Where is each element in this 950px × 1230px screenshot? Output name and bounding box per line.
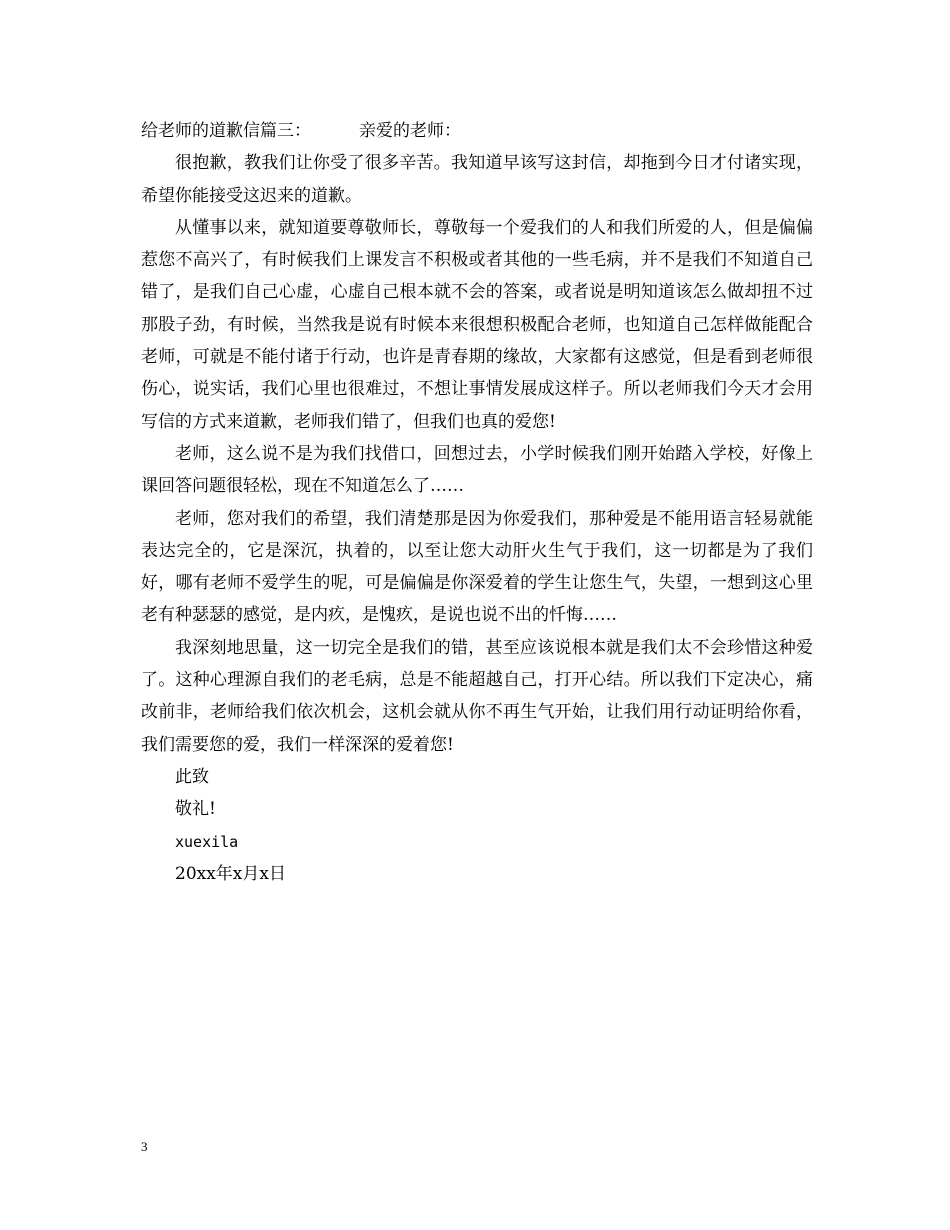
article-title: 给老师的道歉信篇三： bbox=[141, 121, 311, 141]
signature: xuexila bbox=[175, 832, 239, 851]
letter-heading bbox=[141, 115, 813, 147]
letter-body bbox=[141, 115, 813, 890]
page-number: 3 bbox=[141, 1139, 148, 1154]
closing-salute: 敬礼! bbox=[175, 799, 216, 820]
closing-phrase: 此致 bbox=[175, 766, 209, 787]
paragraph-4: 老师，您对我们的希望，我们清楚那是因为你爱我们，那种爱是不能用语言轻易就能表达完全的，它是深沉，执着的，以至让您大动肝火生气于我们，这一切都是为了我们好，哪有老师不爱学生的呢，可是偏偏是你深爱着的学生让您生气，失望，一想到这心里老有种瑟瑟的感觉，是内疚，是愧疚，是说也说不出的忏悔…… bbox=[141, 508, 813, 626]
letter-date: 20xx年x月x日 bbox=[175, 863, 286, 884]
paragraph-1: 很抱歉，教我们让你受了很多辛苦。我知道早该写这封信，却拖到今日才付诸实现，希望你能接受这迟来的道歉。 bbox=[141, 153, 813, 206]
paragraph-3: 老师，这么说不是为我们找借口，回想过去，小学时候我们刚开始踏入学校，好像上课回答问题很轻松，现在不知道怎么了…… bbox=[141, 443, 813, 497]
salutation: 亲爱的老师： bbox=[359, 121, 461, 141]
paragraph-5: 我深刻地思量，这一切完全是我们的错，甚至应该说根本就是我们太不会珍惜这种爱了。这种心理源自我们的老毛病，总是不能超越自己，打开心结。所以我们下定决心，痛改前非，老师给我们依次机会，这机会就从你不再生气开始，让我们用行动证明给你看，我们需要您的爱，我们一样深深的爱着您! bbox=[141, 637, 813, 755]
paragraph-2: 从懂事以来，就知道要尊敬师长，尊敬每一个爱我们的人和我们所爱的人，但是偏偏惹您不高兴了，有时候我们上课发言不积极或者其他的一些毛病，并不是我们不知道自己错了，是我们自己心虚，心虚自己根本就不会的答案，或者说是明知道该怎么做却扭不过那股子劲，有时候，当然我是说有时候本来很想积极配合老师，也知道自己怎样做能配合老师，可就是不能付诸于行动，也许是青春期的缘故，大家都有这感觉，但是看到老师很伤心，说实话，我们心里也很难过，不想让事情发展成这样子。所以老师我们今天才会用写信的方式来道歉，老师我们错了，但我们也真的爱您! bbox=[141, 217, 813, 432]
